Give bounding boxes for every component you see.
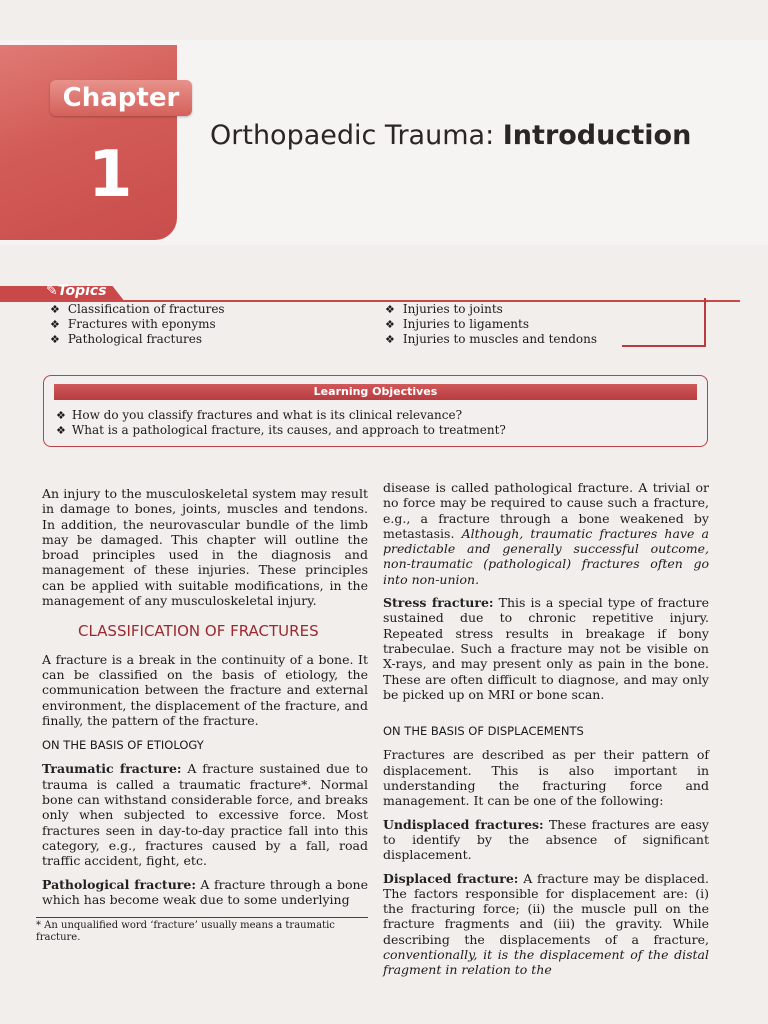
objective-item: ❖ What is a pathological fracture, its causes, and approach to treatment? [56,423,506,438]
topics-list-left [50,302,225,347]
learning-objectives-box [43,375,708,447]
title-part-2: Introduction [502,120,692,151]
subheading-displacements: ON THE BASIS OF DISPLACEMENTS [383,724,584,739]
subheading-etiology: ON THE BASIS OF ETIOLOGY [42,738,204,753]
topics-corner [704,298,706,346]
topic-item: ❖ Pathological fractures [50,332,225,347]
topic-item: ❖ Classification of fractures [50,302,225,317]
undisplaced-paragraph: Undisplaced fractures: These fractures are easy to identify by the absence of significant displacement. [383,816,709,863]
learning-objectives-list [56,408,506,438]
topic-item: ❖ Injuries to muscles and tendons [385,332,597,347]
topics-corner [622,345,706,347]
topic-item: ❖ Injuries to joints [385,302,597,317]
chapter-number: 1 [88,138,133,212]
traumatic-paragraph: Traumatic fracture: A fracture sustained due to trauma is called a traumatic fracture*. Normal bone can withstand considerable force, and breaks only when subjected to excessive force. Most fractures seen in day-to-day practice fall into this category, e.g., fractures caused by a fall, road traffic accident, fight, etc. [42,761,368,869]
intro-paragraph: An injury to the musculoskeletal system may result in damage to bones, joints, muscles and tendons. In addition, the neurovascular bundle of the limb may be damaged. This chapter will outline the broad principles used in the diagnosis and management of these injuries. These principles can be applied with suitable modifications, in the management of any musculoskeletal injury. [42,486,368,609]
page-title [210,120,691,151]
classification-paragraph: A fracture is a break in the continuity of a bone. It can be classified on the basis of etiology, the communication between the fracture and external environment, the displacement of the fracture, and finally, the pattern of the fracture. [42,651,368,728]
pathological-continued: disease is called pathological fracture. A trivial or no force may be required to cause such a fracture, e.g., a fracture through a bone weakened by metastasis. Although, traumatic fractures have a predictable and generally successful outcome, non-traumatic (pathological) fractures often go into non-union. [383,480,709,587]
chapter-label: Chapter [50,80,192,116]
term-traumatic: Traumatic fracture: [42,761,182,777]
left-column [42,486,368,907]
term-pathological: Pathological fracture: [42,876,196,892]
objective-item: ❖ How do you classify fractures and what is its clinical relevance? [56,408,506,423]
footnote-rule [36,917,368,918]
term-undisplaced: Undisplaced fractures: [383,816,544,832]
topics-list-right [385,302,597,347]
section-heading: CLASSIFICATION OF FRACTURES [78,622,319,641]
topics-label: ✎Topics [46,283,107,299]
learning-objectives-header: Learning Objectives [54,384,697,400]
right-column [383,480,709,978]
footnote: * An unqualified word ‘fracture’ usually means a traumatic fracture. [36,920,335,943]
stress-paragraph: Stress fracture: This is a special type of fracture sustained due to chronic repetitive injury. Repeated stress results in breakage if bony trabeculae. Such a fracture may not be visible on X-rays, and may present only as pain in the bone. These are often difficult to diagnose, and may only be picked up on MRI or bone scan. [383,595,709,702]
displaced-paragraph: Displaced fracture: A fracture may be displaced. The factors responsible for displacement are: (i) the fracturing force; (ii) the muscle pull on the fracture fragments and (iii) the gravity. While describing the displacements of a fracture, conventionally, it is the displacement of the distal fragment in relation to the [383,870,710,978]
term-displaced: Displaced fracture: [383,870,519,886]
term-stress: Stress fracture: [383,595,494,611]
pathological-paragraph: Pathological fracture: A fracture through a bone which has become weak due to some underlying [42,876,368,907]
topic-item: ❖ Injuries to ligaments [385,317,597,332]
title-part-1: Orthopaedic Trauma: [210,120,495,151]
topic-item: ❖ Fractures with eponyms [50,317,225,332]
displacement-intro: Fractures are described as per their pattern of displacement. This is also important in understanding the fracturing force and management. It can be one of the following: [383,747,709,809]
